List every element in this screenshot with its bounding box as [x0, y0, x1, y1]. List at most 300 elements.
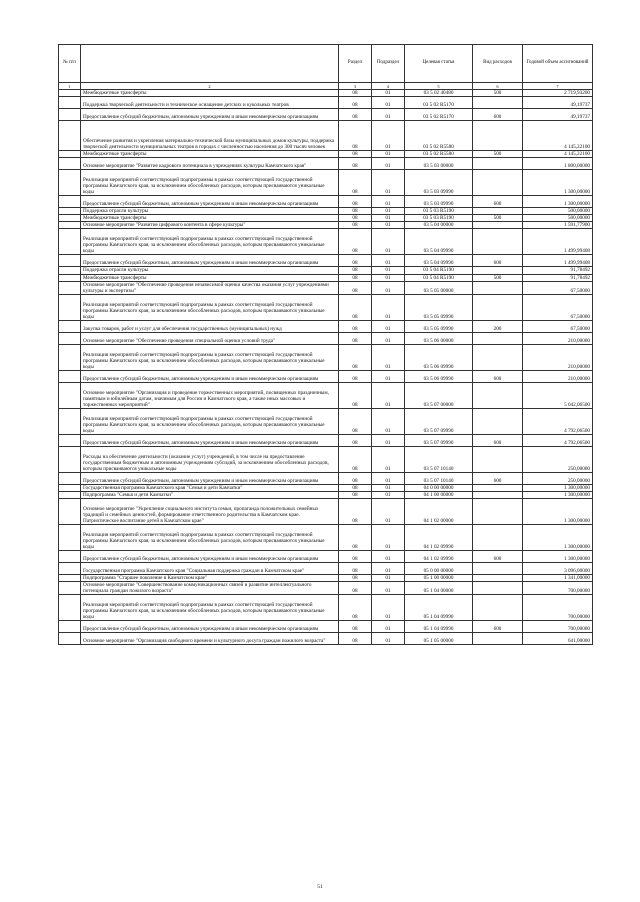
row-podrazdel: 01: [372, 229, 405, 255]
page-number: 51: [317, 884, 323, 890]
row-name: Межбюджетные трансферты: [81, 151, 339, 158]
row-podrazdel: 01: [372, 525, 405, 551]
row-razdel: 08: [339, 267, 372, 274]
col-header-target-article: Целевая статья: [405, 45, 473, 83]
row-amount: 49,19737: [523, 97, 593, 109]
row-expense-type: [473, 332, 523, 344]
row-number: [59, 255, 81, 267]
row-amount: 1 300,00000: [523, 551, 593, 563]
table-row: [59, 281, 593, 294]
row-razdel: 08: [339, 170, 372, 196]
row-number: [59, 344, 81, 370]
row-amount: 250,00000: [523, 446, 593, 472]
row-podrazdel: 01: [372, 320, 405, 332]
row-amount: 5 042,06500: [523, 382, 593, 408]
row-name: Межбюджетные трансферты: [81, 274, 339, 281]
row-name: Основное мероприятие "Организация свободного времени и культурного досуга граждан пожилого возраста": [81, 633, 339, 645]
table-row: [59, 121, 593, 151]
row-name: Подпрограмма "Семья и дети Камчатки": [81, 491, 339, 498]
row-name: Обеспечение развития и укрепления материально-технической базы муниципальных домов культуры, поддержка творческой деятельности муниципальных театров в городах с численностью населения до 300 тысяч человек: [81, 121, 339, 151]
row-target-article: 03 5 02 R5580: [405, 121, 473, 151]
row-razdel: 08: [339, 222, 372, 229]
row-name: Основное мероприятие "Организация и проведение торжественных мероприятий, посвященных праздничным, памятным и юбилейным датам, значимым для России и Камчатского края, а также иных массовых и торжественных мероприятий": [81, 382, 339, 408]
row-name: Предоставление субсидий бюджетным, автономным учреждениям и иным некоммерческим организациям: [81, 255, 339, 267]
row-target-article: 03 5 04 R5190: [405, 267, 473, 274]
row-name: Реализация мероприятий соответствующей подпрограммы в рамках соответствующей государственной программы Камчатского края, за исключением обособленных расходов, которым присваиваются уникальные коды: [81, 294, 339, 320]
table-row: [59, 525, 593, 551]
row-number: [59, 196, 81, 208]
row-expense-type: 600: [473, 434, 523, 446]
row-expense-type: [473, 408, 523, 434]
row-name: Предоставление субсидий бюджетным, автономным учреждениям и иным некоммерческим организациям: [81, 196, 339, 208]
row-podrazdel: 01: [372, 621, 405, 633]
row-expense-type: 200: [473, 320, 523, 332]
row-podrazdel: 01: [372, 332, 405, 344]
header-row: [59, 45, 593, 83]
row-razdel: 08: [339, 121, 372, 151]
table-row: [59, 229, 593, 255]
row-podrazdel: 01: [372, 633, 405, 645]
row-razdel: 08: [339, 633, 372, 645]
row-number: [59, 499, 81, 525]
row-expense-type: [473, 267, 523, 274]
row-expense-type: [473, 97, 523, 109]
row-number: [59, 109, 81, 121]
row-target-article: 04 1 00 00000: [405, 491, 473, 498]
row-number: [59, 208, 81, 215]
row-podrazdel: 01: [372, 595, 405, 621]
row-target-article: 03 5 06 00000: [405, 332, 473, 344]
row-number: [59, 90, 81, 97]
row-razdel: 08: [339, 109, 372, 121]
row-expense-type: [473, 344, 523, 370]
row-name: Реализация мероприятий соответствующей подпрограммы в рамках соответствующей государственной программы Камчатского края, за исключением обособленных расходов, которым присваиваются уникальные коды: [81, 344, 339, 370]
row-target-article: 03 5 02 R5580: [405, 151, 473, 158]
row-podrazdel: 01: [372, 491, 405, 498]
row-podrazdel: 01: [372, 170, 405, 196]
row-amount: 1 499,99408: [523, 255, 593, 267]
row-target-article: 03 5 06 09990: [405, 344, 473, 370]
row-expense-type: 500: [473, 90, 523, 97]
table-row: [59, 320, 593, 332]
row-number: [59, 382, 81, 408]
row-target-article: 03 5 03 00000: [405, 158, 473, 170]
row-number: [59, 97, 81, 109]
row-number: [59, 484, 81, 491]
row-razdel: 08: [339, 294, 372, 320]
col-header-razdel: Раздел: [339, 45, 372, 83]
row-target-article: 03 5 03 R5190: [405, 208, 473, 215]
row-amount: 4 792,06500: [523, 434, 593, 446]
row-number: [59, 294, 81, 320]
row-expense-type: [473, 499, 523, 525]
row-podrazdel: 01: [372, 267, 405, 274]
row-target-article: 03 5 06 09990: [405, 370, 473, 382]
row-amount: 91,78492: [523, 274, 593, 281]
row-target-article: 05 1 05 00000: [405, 633, 473, 645]
row-amount: 91,78492: [523, 267, 593, 274]
row-number: [59, 267, 81, 274]
row-name: Закупка товаров, работ и услуг для обеспечения государственных (муниципальных) нужд: [81, 320, 339, 332]
table-row: [59, 382, 593, 408]
row-expense-type: 600: [473, 472, 523, 484]
row-podrazdel: 01: [372, 575, 405, 582]
row-podrazdel: 01: [372, 208, 405, 215]
row-expense-type: [473, 595, 523, 621]
row-podrazdel: 01: [372, 158, 405, 170]
row-name: Поддержка творческой деятельности и техническое оснащение детских и кукольных театров: [81, 97, 339, 109]
row-amount: 210,00000: [523, 332, 593, 344]
row-name: Основное мероприятие "Обеспечение проведения независимой оценки качества оказания услуг учреждениями культуры и экспертизы": [81, 281, 339, 294]
row-number: [59, 281, 81, 294]
row-target-article: 03 5 07 10140: [405, 472, 473, 484]
table-row: [59, 446, 593, 472]
row-number: [59, 551, 81, 563]
row-podrazdel: 01: [372, 294, 405, 320]
row-podrazdel: 01: [372, 274, 405, 281]
row-number: [59, 222, 81, 229]
row-razdel: 08: [339, 320, 372, 332]
row-razdel: 08: [339, 344, 372, 370]
row-expense-type: [473, 294, 523, 320]
table-row: [59, 595, 593, 621]
table-row: [59, 274, 593, 281]
table-body: [59, 90, 593, 645]
row-amount: 67,50000: [523, 294, 593, 320]
col-header-annual-volume: Годовой объем ассигнований: [523, 45, 593, 83]
row-target-article: 03 5 07 09990: [405, 408, 473, 434]
table-row: [59, 370, 593, 382]
row-number: [59, 446, 81, 472]
row-expense-type: 500: [473, 215, 523, 222]
row-number: [59, 491, 81, 498]
row-name: Поддержка отрасли культуры: [81, 208, 339, 215]
row-razdel: 08: [339, 472, 372, 484]
table-row: [59, 97, 593, 109]
table-row: [59, 222, 593, 229]
row-razdel: 08: [339, 563, 372, 575]
row-amount: 3 096,00000: [523, 563, 593, 575]
row-amount: 1 300,00000: [523, 491, 593, 498]
row-name: Предоставление субсидий бюджетным, автономным учреждениям и иным некоммерческим организациям: [81, 621, 339, 633]
row-amount: 500,00000: [523, 215, 593, 222]
row-expense-type: [473, 633, 523, 645]
table-row: [59, 344, 593, 370]
row-amount: 4 145,22100: [523, 151, 593, 158]
row-name: Реализация мероприятий соответствующей подпрограммы в рамках соответствующей государственной программы Камчатского края, за исключением обособленных расходов, которым присваиваются уникальные коды: [81, 229, 339, 255]
row-target-article: 03 5 04 09990: [405, 255, 473, 267]
row-razdel: 08: [339, 491, 372, 498]
row-number: [59, 121, 81, 151]
row-target-article: 04 1 02 00000: [405, 499, 473, 525]
row-podrazdel: 01: [372, 97, 405, 109]
row-expense-type: [473, 525, 523, 551]
row-razdel: 08: [339, 446, 372, 472]
table-row: [59, 472, 593, 484]
col-header-name: [81, 45, 339, 83]
row-expense-type: [473, 121, 523, 151]
col-header-expense-type: Вид расходов: [473, 45, 523, 83]
row-razdel: 08: [339, 255, 372, 267]
row-expense-type: 600: [473, 196, 523, 208]
row-amount: 1 591,77900: [523, 222, 593, 229]
table-row: [59, 499, 593, 525]
row-number: [59, 582, 81, 595]
row-target-article: 03 5 03 09990: [405, 170, 473, 196]
row-razdel: 08: [339, 90, 372, 97]
row-razdel: 08: [339, 621, 372, 633]
row-razdel: 08: [339, 215, 372, 222]
row-amount: 1 300,00000: [523, 484, 593, 491]
row-amount: 1 300,00000: [523, 525, 593, 551]
row-expense-type: [473, 563, 523, 575]
table-row: [59, 408, 593, 434]
col-number-5: 5: [405, 83, 473, 90]
table-row: [59, 151, 593, 158]
row-number: [59, 332, 81, 344]
row-name: Межбюджетные трансферты: [81, 215, 339, 222]
row-number: [59, 320, 81, 332]
row-number: [59, 151, 81, 158]
row-expense-type: [473, 158, 523, 170]
table-row: [59, 575, 593, 582]
row-expense-type: [473, 491, 523, 498]
row-number: [59, 434, 81, 446]
row-name: Реализация мероприятий соответствующей подпрограммы в рамках соответствующей государственной программы Камчатского края, за исключением обособленных расходов, которым присваиваются уникальные коды: [81, 170, 339, 196]
row-amount: 700,00000: [523, 621, 593, 633]
row-name: Государственная программа Камчатского края "Семья и дети Камчатки": [81, 484, 339, 491]
row-amount: 1 499,99408: [523, 229, 593, 255]
row-target-article: 03 5 04 09990: [405, 229, 473, 255]
row-podrazdel: 01: [372, 563, 405, 575]
row-amount: 1 341,00000: [523, 575, 593, 582]
row-amount: 49,19737: [523, 109, 593, 121]
row-target-article: 03 5 03 09990: [405, 196, 473, 208]
row-name: Предоставление субсидий бюджетным, автономным учреждениям и иным некоммерческим организациям: [81, 551, 339, 563]
row-podrazdel: 01: [372, 484, 405, 491]
budget-table-page: [58, 44, 592, 645]
table-row: [59, 90, 593, 97]
row-amount: 500,00000: [523, 208, 593, 215]
row-expense-type: 500: [473, 274, 523, 281]
row-razdel: 08: [339, 595, 372, 621]
table-row: [59, 215, 593, 222]
row-target-article: 05 1 04 00000: [405, 582, 473, 595]
row-amount: 250,00000: [523, 472, 593, 484]
table-row: [59, 255, 593, 267]
row-target-article: 03 5 04 00000: [405, 222, 473, 229]
col-number-1: 1: [59, 83, 81, 90]
row-name: Предоставление субсидий бюджетным, автономным учреждениям и иным некоммерческим организациям: [81, 434, 339, 446]
row-expense-type: 600: [473, 255, 523, 267]
row-razdel: 08: [339, 281, 372, 294]
row-target-article: 03 5 05 00000: [405, 281, 473, 294]
row-name: Расходы на обеспечение деятельности (оказание услуг) учреждений, в том числе на предоставление государственным бюджетным и автономным учреждениям субсидий, за исключением обособленных расходов, которым присваиваются уникальные коды: [81, 446, 339, 472]
row-expense-type: 600: [473, 621, 523, 633]
row-podrazdel: 01: [372, 90, 405, 97]
row-podrazdel: 01: [372, 472, 405, 484]
row-podrazdel: 01: [372, 109, 405, 121]
row-number: [59, 595, 81, 621]
table-row: [59, 582, 593, 595]
row-expense-type: [473, 575, 523, 582]
col-header-number: № п/п: [59, 45, 81, 83]
row-razdel: 08: [339, 525, 372, 551]
row-razdel: 08: [339, 274, 372, 281]
row-number: [59, 621, 81, 633]
table-row: [59, 434, 593, 446]
row-name: Реализация мероприятий соответствующей подпрограммы в рамках соответствующей государственной программы Камчатского края, за исключением обособленных расходов, которым присваиваются уникальные коды: [81, 408, 339, 434]
row-amount: 700,00000: [523, 582, 593, 595]
table-row: [59, 267, 593, 274]
row-razdel: 08: [339, 551, 372, 563]
row-podrazdel: 01: [372, 408, 405, 434]
row-expense-type: 600: [473, 109, 523, 121]
row-target-article: 03 5 07 10140: [405, 446, 473, 472]
row-expense-type: [473, 382, 523, 408]
row-target-article: 03 5 05 09990: [405, 294, 473, 320]
row-expense-type: [473, 222, 523, 229]
row-expense-type: 500: [473, 151, 523, 158]
row-razdel: 08: [339, 382, 372, 408]
row-number: [59, 575, 81, 582]
row-number: [59, 170, 81, 196]
table-row: [59, 208, 593, 215]
row-target-article: 03 5 03 R5190: [405, 215, 473, 222]
row-name: Основное мероприятие "Развитие цифрового контента в сфере культуры": [81, 222, 339, 229]
row-podrazdel: 01: [372, 196, 405, 208]
row-number: [59, 563, 81, 575]
row-target-article: 05 1 04 09990: [405, 595, 473, 621]
row-razdel: 08: [339, 484, 372, 491]
row-target-article: 05 0 00 00000: [405, 563, 473, 575]
row-name: Подпрограмма "Старшее поколение в Камчатском крае": [81, 575, 339, 582]
row-number: [59, 229, 81, 255]
row-razdel: 08: [339, 151, 372, 158]
table-row: [59, 170, 593, 196]
row-razdel: 08: [339, 208, 372, 215]
row-number: [59, 158, 81, 170]
row-name: Предоставление субсидий бюджетным, автономным учреждениям и иным некоммерческим организациям: [81, 472, 339, 484]
row-expense-type: 600: [473, 370, 523, 382]
row-podrazdel: 01: [372, 281, 405, 294]
row-name: Основное мероприятие "Совершенствование коммуникационных связей и развитие интеллектуального потенциала граждан пожилого возраста": [81, 582, 339, 595]
table-row: [59, 196, 593, 208]
row-razdel: 08: [339, 229, 372, 255]
row-number: [59, 274, 81, 281]
table-row: [59, 109, 593, 121]
row-expense-type: [473, 446, 523, 472]
row-podrazdel: 01: [372, 551, 405, 563]
row-razdel: 08: [339, 332, 372, 344]
row-name: Поддержка отрасли культуры: [81, 267, 339, 274]
row-target-article: 05 1 04 09990: [405, 621, 473, 633]
row-amount: 210,00000: [523, 370, 593, 382]
row-number: [59, 525, 81, 551]
row-name: Основное мероприятие "Развитие кадрового потенциала в учреждениях культуры Камчатского края": [81, 158, 339, 170]
col-number-6: 6: [473, 83, 523, 90]
table-row: [59, 633, 593, 645]
table-row: [59, 294, 593, 320]
row-expense-type: [473, 582, 523, 595]
row-expense-type: [473, 484, 523, 491]
row-number: [59, 215, 81, 222]
table-row: [59, 563, 593, 575]
row-number: [59, 370, 81, 382]
row-razdel: 08: [339, 370, 372, 382]
row-target-article: 05 1 00 00000: [405, 575, 473, 582]
row-target-article: 03 5 02 R5170: [405, 109, 473, 121]
col-number-7: 7: [523, 83, 593, 90]
table-row: [59, 551, 593, 563]
table-row: [59, 491, 593, 498]
row-name: Реализация мероприятий соответствующей подпрограммы в рамках соответствующей государственной программы Камчатского края, за исключением обособленных расходов, которым присваиваются уникальные коды: [81, 525, 339, 551]
row-razdel: 08: [339, 575, 372, 582]
row-expense-type: [473, 208, 523, 215]
row-amount: 700,00000: [523, 595, 593, 621]
row-razdel: 08: [339, 434, 372, 446]
table-row: [59, 484, 593, 491]
row-podrazdel: 01: [372, 344, 405, 370]
row-podrazdel: 01: [372, 446, 405, 472]
row-name: Основное мероприятие "Укрепление социального института семьи, пропаганда положительных семейных традиций и семейных ценностей, формирование ответственного родительства в Камчатском крае. Патриотическое воспитание детей в Камчатском крае": [81, 499, 339, 525]
row-number: [59, 472, 81, 484]
row-razdel: 08: [339, 582, 372, 595]
table-row: [59, 621, 593, 633]
row-amount: 67,50000: [523, 320, 593, 332]
row-target-article: 04 1 02 09990: [405, 525, 473, 551]
row-podrazdel: 01: [372, 434, 405, 446]
budget-table: [58, 44, 593, 645]
col-number-4: 4: [372, 83, 405, 90]
row-name: Государственная программа Камчатского края "Социальная поддержка граждан в Камчатском крае": [81, 563, 339, 575]
row-amount: 2 719,93200: [523, 90, 593, 97]
table-row: [59, 332, 593, 344]
row-amount: 641,00000: [523, 633, 593, 645]
row-amount: 4 145,22100: [523, 121, 593, 151]
row-target-article: 03 5 07 09990: [405, 434, 473, 446]
row-amount: 67,50000: [523, 281, 593, 294]
row-name: Предоставление субсидий бюджетным, автономным учреждениям и иным некоммерческим организациям: [81, 370, 339, 382]
row-razdel: 08: [339, 196, 372, 208]
row-amount: 1 800,00000: [523, 158, 593, 170]
row-amount: 1 300,00000: [523, 170, 593, 196]
row-expense-type: [473, 229, 523, 255]
row-number: [59, 633, 81, 645]
row-target-article: 03 5 07 00000: [405, 382, 473, 408]
row-target-article: 03 5 05 09990: [405, 320, 473, 332]
row-podrazdel: 01: [372, 222, 405, 229]
row-name: Основное мероприятие "Обеспечение проведения специальной оценки условий труда": [81, 332, 339, 344]
row-razdel: 08: [339, 408, 372, 434]
row-podrazdel: 01: [372, 582, 405, 595]
row-podrazdel: 01: [372, 151, 405, 158]
col-header-podrazdel: Подраздел: [372, 45, 405, 83]
row-name: Предоставление субсидий бюджетным, автономным учреждениям и иным некоммерческим организациям: [81, 109, 339, 121]
row-target-article: 04 1 02 09990: [405, 551, 473, 563]
row-amount: 1 300,00000: [523, 196, 593, 208]
row-target-article: 03 5 02 40480: [405, 90, 473, 97]
row-amount: 210,00000: [523, 344, 593, 370]
row-target-article: 04 0 00 00000: [405, 484, 473, 491]
row-podrazdel: 01: [372, 499, 405, 525]
row-podrazdel: 01: [372, 255, 405, 267]
row-expense-type: 600: [473, 551, 523, 563]
row-expense-type: [473, 281, 523, 294]
row-razdel: 08: [339, 158, 372, 170]
row-amount: 1 300,00000: [523, 499, 593, 525]
row-expense-type: [473, 170, 523, 196]
